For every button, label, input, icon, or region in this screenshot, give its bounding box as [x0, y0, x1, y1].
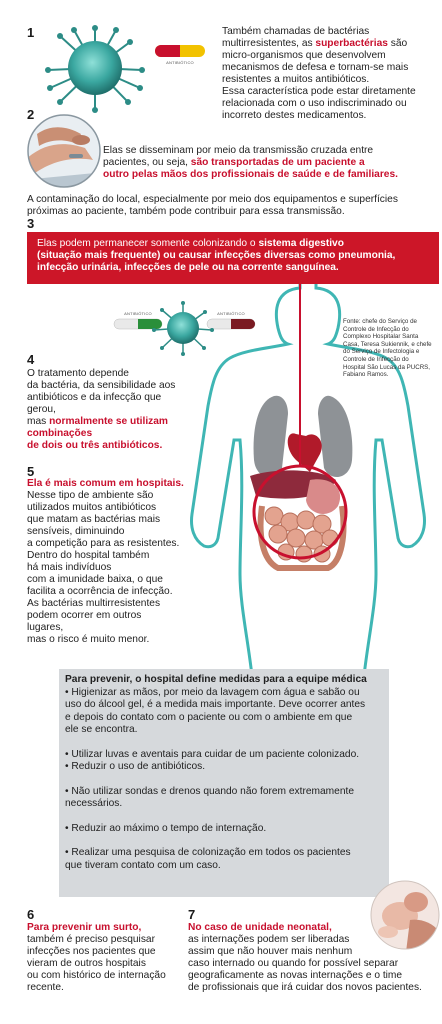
section-2-text-continued: A contaminação do local, especialmente por meio dos equipamentos e superfícies próximas ao paciente, também pode contribuir para essa transmissão. [27, 194, 398, 217]
bacteria-icon [150, 300, 216, 356]
source-credit: Fonte: chefe do Serviço de Controle de Infecção do Complexo Hospitalar Santa Casa, Teresa Sukiennik, e chefe do Serviço de Infectologia e Controle de Infecção do Hospital São Lucas da PUCRS, Fabiano Ramos. [343, 318, 432, 379]
prevention-item: • Não utilizar sondas e drenos quando não forem extremamente necessários. [65, 785, 354, 809]
prevention-box [59, 669, 389, 897]
section-4-text: O tratamento depende da bactéria, da sensibilidade aos antibióticos e da infecção que gerou, mas normalmente se utilizam combinações de dois ou três antibióticos. [27, 368, 176, 451]
step-number-2: 2 [27, 107, 35, 122]
pill-label-1: ANTIBIÓTICO [124, 311, 152, 316]
step-number-4: 4 [27, 352, 35, 367]
prevention-item: • Higienizar as mãos, por meio da lavagem com água e sabão ou uso do álcool gel, é a medida mais importante. Deve ocorrer antes e depois do contato com o paciente ou com o ambiente em que ele se encontra. [65, 686, 366, 735]
section-7-text: No caso de unidade neonatal, as internações podem ser liberadas assim que não houver mais nenhum caso internado ou quando for possível separar geograficamente as novas internações e o time de profissionais que irá cuidar dos novos pacientes. [188, 922, 422, 993]
prevention-item: • Utilizar luvas e aventais para cuidar de um paciente colonizado. [65, 748, 360, 760]
step-number-7: 7 [188, 907, 196, 922]
pill-label: ANTIBIÓTICO [166, 60, 194, 65]
prevention-list [65, 687, 383, 873]
step-number-1: 1 [27, 25, 35, 40]
pill-icon [154, 44, 206, 58]
step-number-5: 5 [27, 464, 35, 479]
hands-photo [27, 114, 101, 188]
pill-label-2: ANTIBIÓTICO [217, 311, 245, 316]
prevention-item: • Realizar uma pesquisa de colonização em todos os pacientes que tiveram contato com um caso. [65, 847, 351, 871]
section-3-box: Elas podem permanecer somente colonizando o sistema digestivo (situação mais frequente) ou causar infecções diversas como pneumonia, infecção urinária, infecções de pele ou na corrente sanguínea. [27, 232, 439, 284]
baby-photo [370, 880, 440, 950]
prevention-heading: Para prevenir, o hospital define medidas para a equipe médica [65, 674, 367, 685]
bacteria-icon [40, 22, 150, 114]
step-number-6: 6 [27, 907, 35, 922]
section-5-text: Ela é mais comum em hospitais. Nesse tipo de ambiente são utilizados muitos antibióticos que matam as bactérias mais sensíveis, diminuindo a competição para as resistentes. Dentro do hospital também há mais indivíduos com a imunidade baixa, o que facilita a ocorrência de infecção. As bactérias multirresistentes podem ocorrer em outros lugares, mas o risco é muito menor. [27, 478, 184, 645]
section-1-text: Também chamadas de bactérias multirresistentes, as superbactérias são micro-organismos que desenvolvem mecanismos de defesa e tornam-se mais resistentes a muitos antibióticos. Essa característica pode estar diretamente relacionada com o uso indiscriminado ou incorreto destes medicamentos. [222, 26, 416, 121]
step-number-3: 3 [27, 216, 35, 231]
prevention-item: • Reduzir ao máximo o tempo de internação. [65, 822, 267, 834]
section-6-text: Para prevenir um surto, também é preciso pesquisar infecções nos pacientes que vieram de outros hospitais ou com histórico de internação recente. [27, 922, 166, 993]
section-2-text: Elas se disseminam por meio da transmissão cruzada entre pacientes, ou seja, são transportadas de um paciente a outro pelas mãos dos profissionais de saúde e de familiares. [103, 145, 398, 180]
prevention-item: • Reduzir o uso de antibióticos. [65, 761, 206, 772]
